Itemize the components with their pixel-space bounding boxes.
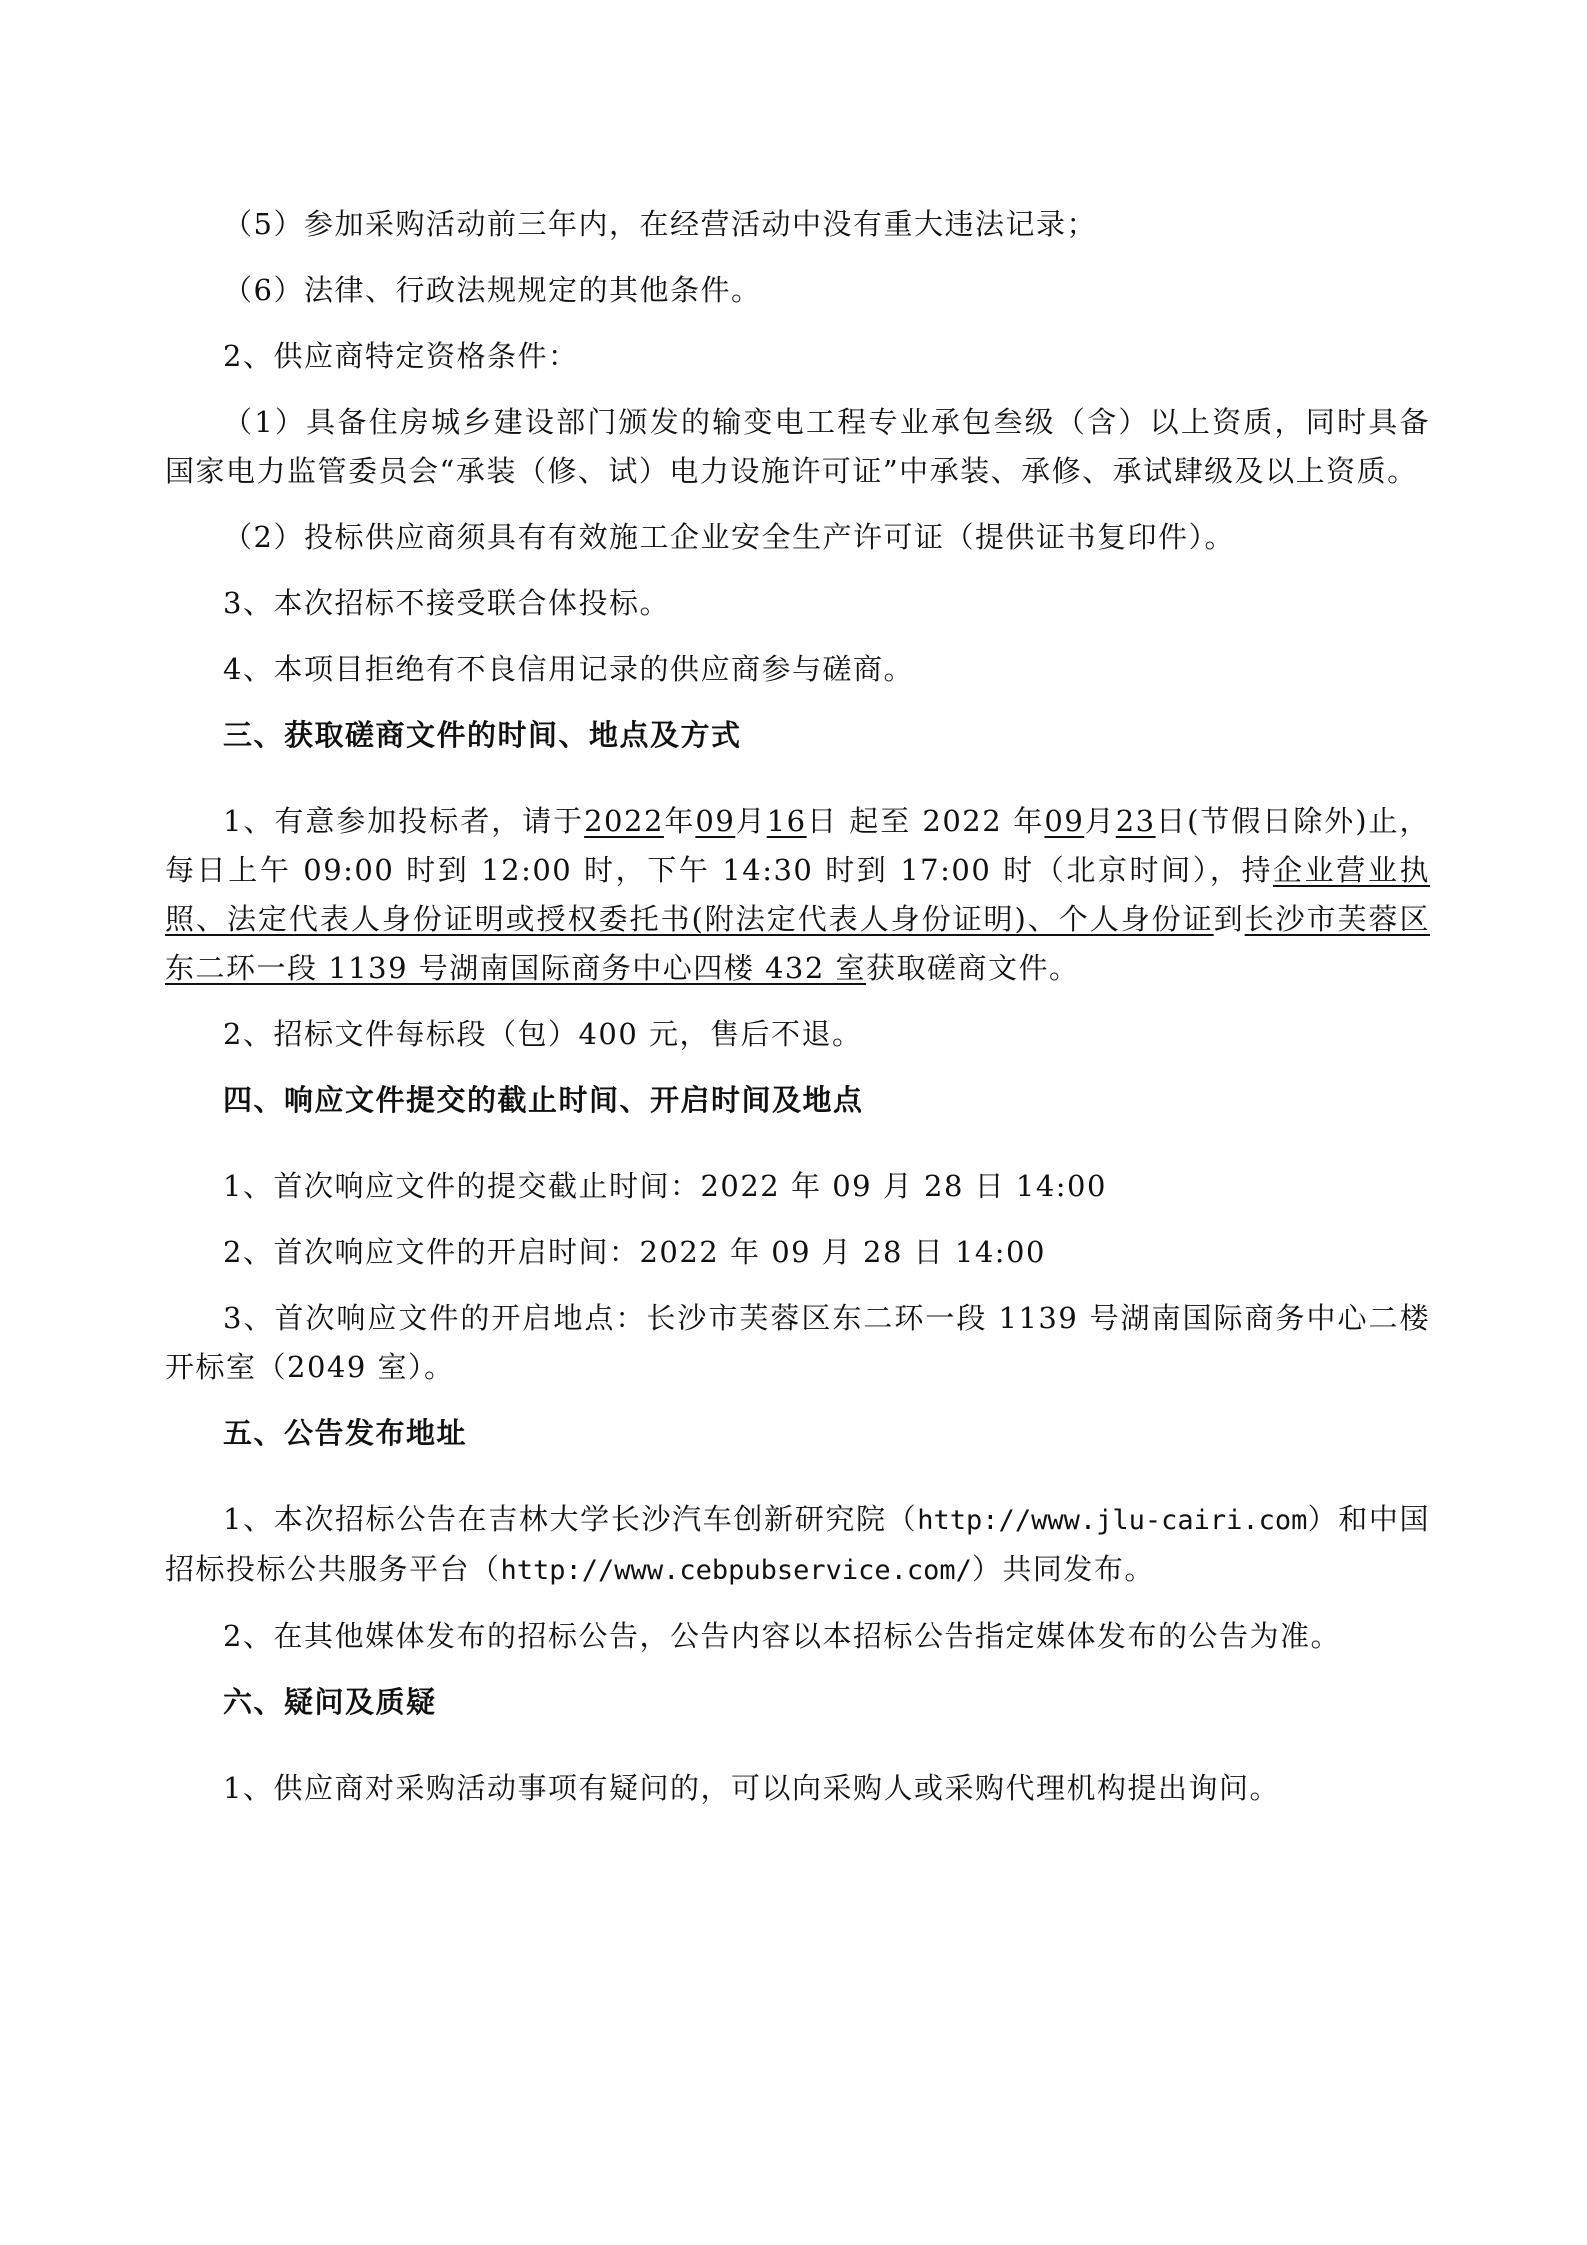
opening-location: 3、首次响应文件的开启地点：长沙市芙蓉区东二环一段 1139 号湖南国际商务中心二楼开标室（2049 室）。 <box>165 1301 1430 1384</box>
specific-qualification-1: （1）具备住房城乡建设部门颁发的输变电工程专业承包叁级（含）以上资质，同时具备国家电力监管委员会“承装（修、试）电力设施许可证”中承装、承修、承试肆级及以上资质。 <box>165 405 1430 488</box>
required-documents: 企业营业执照、法定代表人身份证明或授权委托书(附法定代表人身份证明)、个人身份证 <box>165 853 1430 936</box>
start-day: 16 <box>766 804 807 838</box>
condition-6: （6）法律、行政法规规定的其他条件。 <box>223 273 762 307</box>
no-consortium-clause: 3、本次招标不接受联合体投标。 <box>223 586 670 620</box>
document-body <box>165 200 1430 1830</box>
submission-deadline: 1、首次响应文件的提交截止时间：2022 年 09 月 28 日 14:00 <box>223 1169 1107 1203</box>
condition-5: （5）参加采购活动前三年内，在经营活动中没有重大违法记录； <box>223 207 1097 241</box>
jlu-cairi-link[interactable]: http://www.jlu-cairi.com <box>917 1505 1308 1536</box>
section-3-item-1: 1、有意参加投标者，请于2022年09月16日 起至 2022 年09月23日(节假日除外)止，每日上午 09:00 时到 12:00 时，下午 14:30 时到 17:00 时（北京时间），持企业营业执照、法定代表人身份证明或授权委托书(附法定代表人身份证明)、个人身份证到长沙市芙蓉区东二环一段 1139 号湖南国际商务中心四楼 432 室获取磋商文件。 <box>165 804 1430 985</box>
end-month: 09 <box>1044 804 1085 838</box>
cebpubservice-link[interactable]: http://www.cebpubservice.com/ <box>500 1555 972 1586</box>
section-3-item-2: 2、招标文件每标段（包）400 元，售后不退。 <box>223 1017 863 1051</box>
other-media-clause: 2、在其他媒体发布的招标公告，公告内容以本招标公告指定媒体发布的公告为准。 <box>223 1619 1341 1653</box>
pickup-location: 长沙市芙蓉区东二环一段 1139 号湖南国际商务中心四楼 432 室 <box>165 902 1430 985</box>
section-5-heading: 五、公告发布地址 <box>223 1416 468 1450</box>
start-month: 09 <box>695 804 736 838</box>
specific-qualification-title: 2、供应商特定资格条件： <box>223 339 579 373</box>
specific-qualification-2: （2）投标供应商须具有有效施工企业安全生产许可证（提供证书复印件）。 <box>223 520 1235 554</box>
credit-record-clause: 4、本项目拒绝有不良信用记录的供应商参与磋商。 <box>223 652 914 686</box>
start-year: 2022 <box>584 804 664 838</box>
section-3-heading: 三、获取磋商文件的时间、地点及方式 <box>223 718 742 752</box>
end-day: 23 <box>1115 804 1156 838</box>
inquiry-clause: 1、供应商对采购活动事项有疑问的，可以向采购人或采购代理机构提出询问。 <box>223 1771 1280 1805</box>
publication-sites: 1、本次招标公告在吉林大学长沙汽车创新研究院（http://www.jlu-cairi.com）和中国招标投标公共服务平台（http://www.cebpubservice.com/）共同发布。 <box>165 1502 1430 1586</box>
section-6-heading: 六、疑问及质疑 <box>223 1685 437 1719</box>
section-4-heading: 四、响应文件提交的截止时间、开启时间及地点 <box>223 1083 864 1117</box>
opening-time: 2、首次响应文件的开启时间：2022 年 09 月 28 日 14:00 <box>223 1235 1046 1269</box>
